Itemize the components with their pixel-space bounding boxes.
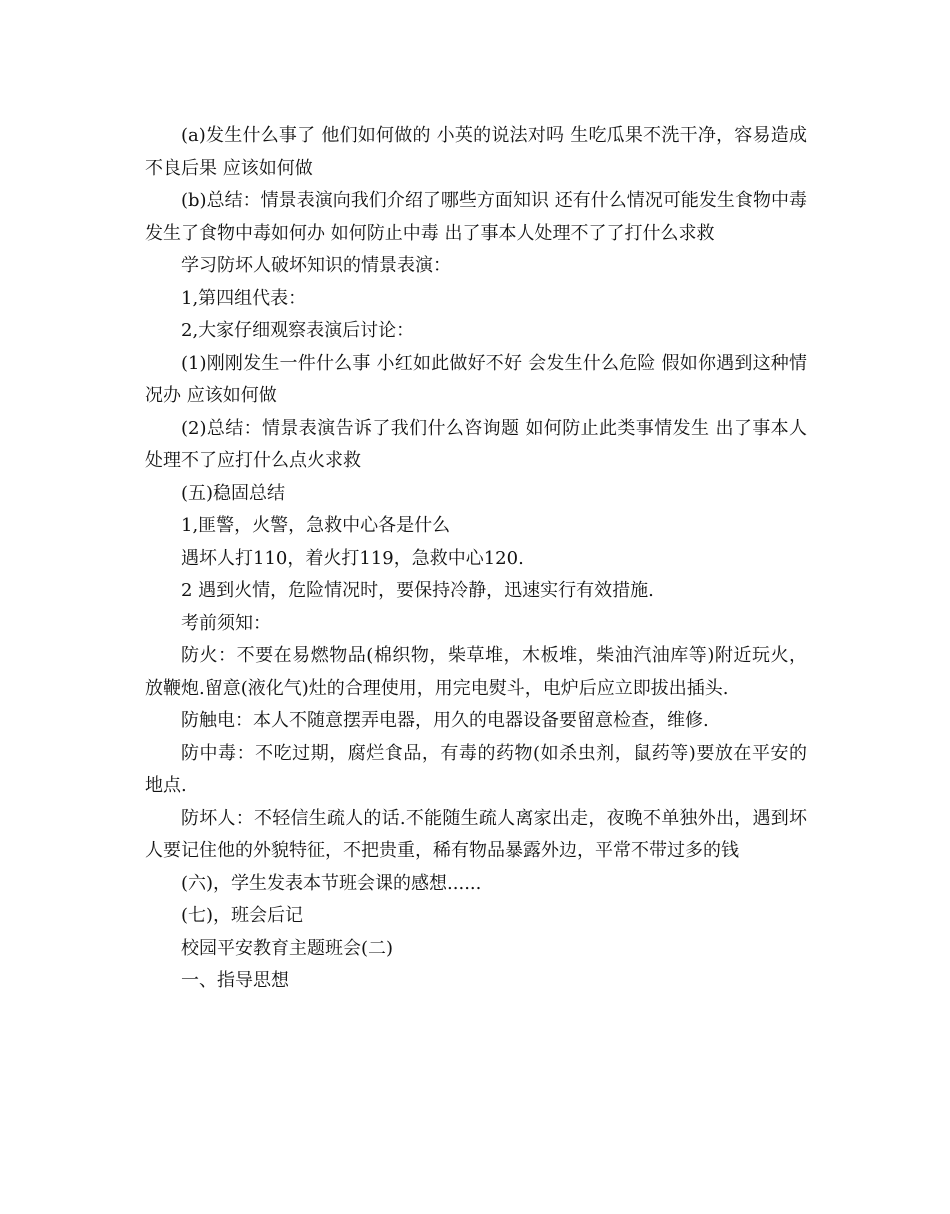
paragraph-section-six: (六)，学生发表本节班会课的感想......: [181, 872, 482, 894]
paragraph-group-four: 1,第四组代表：: [181, 287, 307, 309]
paragraph-electric-shock-prevention: 防触电：本人不随意摆弄电器，用久的电器设备要留意检查，维修.: [181, 710, 709, 731]
paragraph-emergency-numbers-question: 1,匪警，火警，急救中心各是什么: [181, 515, 451, 536]
paragraph-anti-bad-people-skit: 学习防坏人破坏知识的情景表演：: [181, 255, 451, 276]
paragraph-observe-discuss: 2,大家仔细观察表演后讨论：: [181, 320, 415, 341]
paragraph-b-summary-food-poisoning: (b)总结：情景表演向我们介绍了哪些方面知识 还有什么情况可能发生食物中毒 发生了食物中毒如何办 如何防止中毒 出了事本人处理不了了打什么求救: [145, 190, 807, 244]
document-body: [145, 120, 807, 998]
paragraph-stay-calm: 2 遇到火情，危险情况时，要保持冷静，迅速实行有效措施.: [181, 580, 654, 601]
paragraph-title-part-two: 校园平安教育主题班会(二): [181, 937, 394, 959]
paragraph-section-five-heading: (五)稳固总结: [181, 482, 286, 504]
paragraph-section-seven: (七)，班会后记: [181, 905, 304, 926]
paragraph-notes-heading: 考前须知：: [181, 612, 271, 634]
paragraph-emergency-numbers: 遇坏人打110，着火打119，急救中心120.: [181, 547, 524, 569]
paragraph-guiding-ideology: 一、指导思想: [181, 970, 289, 991]
paragraph-poisoning-prevention: 防中毒：不吃过期，腐烂食品，有毒的药物(如杀虫剂，鼠药等)要放在平安的地点.: [145, 742, 807, 796]
paragraph-bad-people-prevention: 防坏人：不轻信生疏人的话.不能随生疏人离家出走，夜晚不单独外出，遇到坏人要记住他的外貌特征，不把贵重，稀有物品暴露外边，平常不带过多的钱: [145, 807, 807, 861]
paragraph-question-2-summary: (2)总结：情景表演告诉了我们什么咨询题 如何防止此类事情发生 出了事本人处理不了应打什么点火求救: [145, 417, 807, 471]
paragraph-fire-prevention: 防火：不要在易燃物品(棉织物，柴草堆，木板堆，柴油汽油库等)附近玩火，放鞭炮.留意(液化气)灶的合理使用，用完电熨斗，电炉后应立即拔出插头.: [145, 645, 807, 699]
paragraph-question-1: (1)刚刚发生一件什么事 小红如此做好不好 会发生什么危险 假如你遇到这种情况办 应该如何做: [145, 352, 807, 406]
paragraph-a-what-happened: (a)发生什么事了 他们如何做的 小英的说法对吗 生吃瓜果不洗干净，容易造成不良后果 应该如何做: [145, 125, 807, 179]
